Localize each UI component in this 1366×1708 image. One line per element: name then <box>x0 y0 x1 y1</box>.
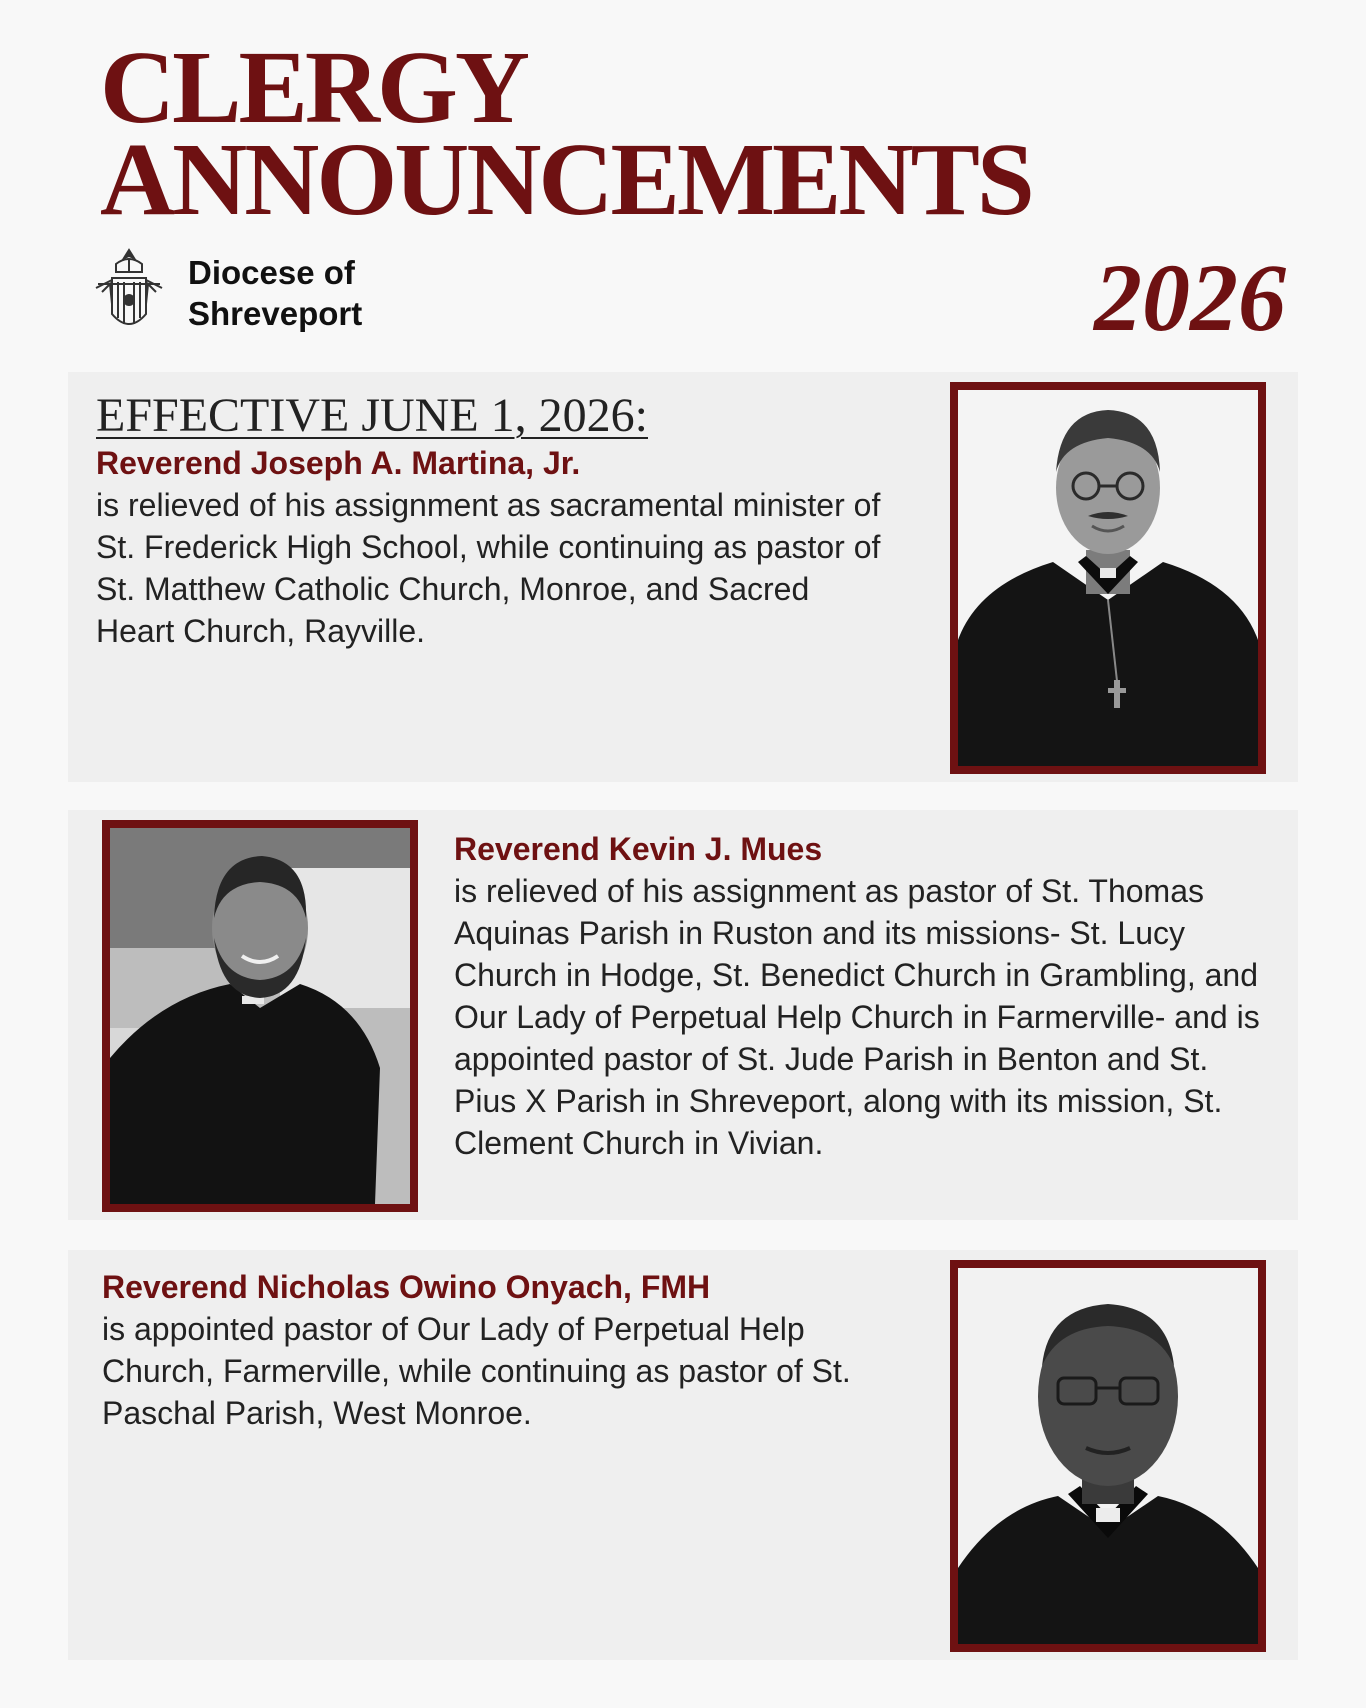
diocese-name <box>188 252 362 334</box>
clergy-description-1: is relieved of his assignment as sacramental minister of St. Frederick High School, while continuing as pastor of St. Matthew Catholic Church, Monroe, and Sacred Heart Church, Rayville. <box>96 487 881 649</box>
clergy-name-3: Reverend Nicholas Owino Onyach, FMH <box>102 1269 711 1305</box>
diocese-logo <box>92 244 362 342</box>
portrait-mues <box>110 828 410 1204</box>
clergy-photo-2 <box>102 820 418 1212</box>
page-title <box>100 30 1032 237</box>
clergy-name-1: Reverend Joseph A. Martina, Jr. <box>96 445 581 481</box>
portrait-martina <box>958 390 1258 766</box>
diocese-crest-icon <box>92 244 166 342</box>
clergy-photo-1 <box>950 382 1266 774</box>
title-line-1: CLERGY <box>100 30 527 145</box>
announcement-text-2 <box>454 828 1274 1164</box>
clergy-description-3: is appointed pastor of Our Lady of Perpetual Help Church, Farmerville, while continuing as pastor of St. Paschal Parish, West Monroe. <box>102 1311 851 1431</box>
portrait-onyach <box>958 1268 1258 1644</box>
title-line-2: ANNOUNCEMENTS <box>100 122 1032 237</box>
announcement-card-2 <box>68 810 1298 1220</box>
clergy-photo-3 <box>950 1260 1266 1652</box>
clergy-description-2: is relieved of his assignment as pastor of St. Thomas Aquinas Parish in Ruston and its missions- St. Lucy Church in Hodge, St. Benedict Church in Grambling, and Our Lady of Perpetual Help Church in Farmerville- and is appointed pastor of St. Jude Parish in Benton and St. Pius X Parish in Shreveport, along with its mission, St. Clement Church in Vivian. <box>454 873 1260 1161</box>
announcement-text-1 <box>96 442 886 652</box>
diocese-name-line-2: Shreveport <box>188 295 363 332</box>
announcement-card-1 <box>68 372 1298 782</box>
effective-date: EFFECTIVE JUNE 1, 2026: <box>96 389 648 442</box>
clergy-name-2: Reverend Kevin J. Mues <box>454 831 823 867</box>
year-label: 2026 <box>1094 244 1286 351</box>
diocese-name-line-1: Diocese of <box>188 254 355 291</box>
announcement-text-3 <box>102 1266 902 1434</box>
announcement-card-3 <box>68 1250 1298 1660</box>
